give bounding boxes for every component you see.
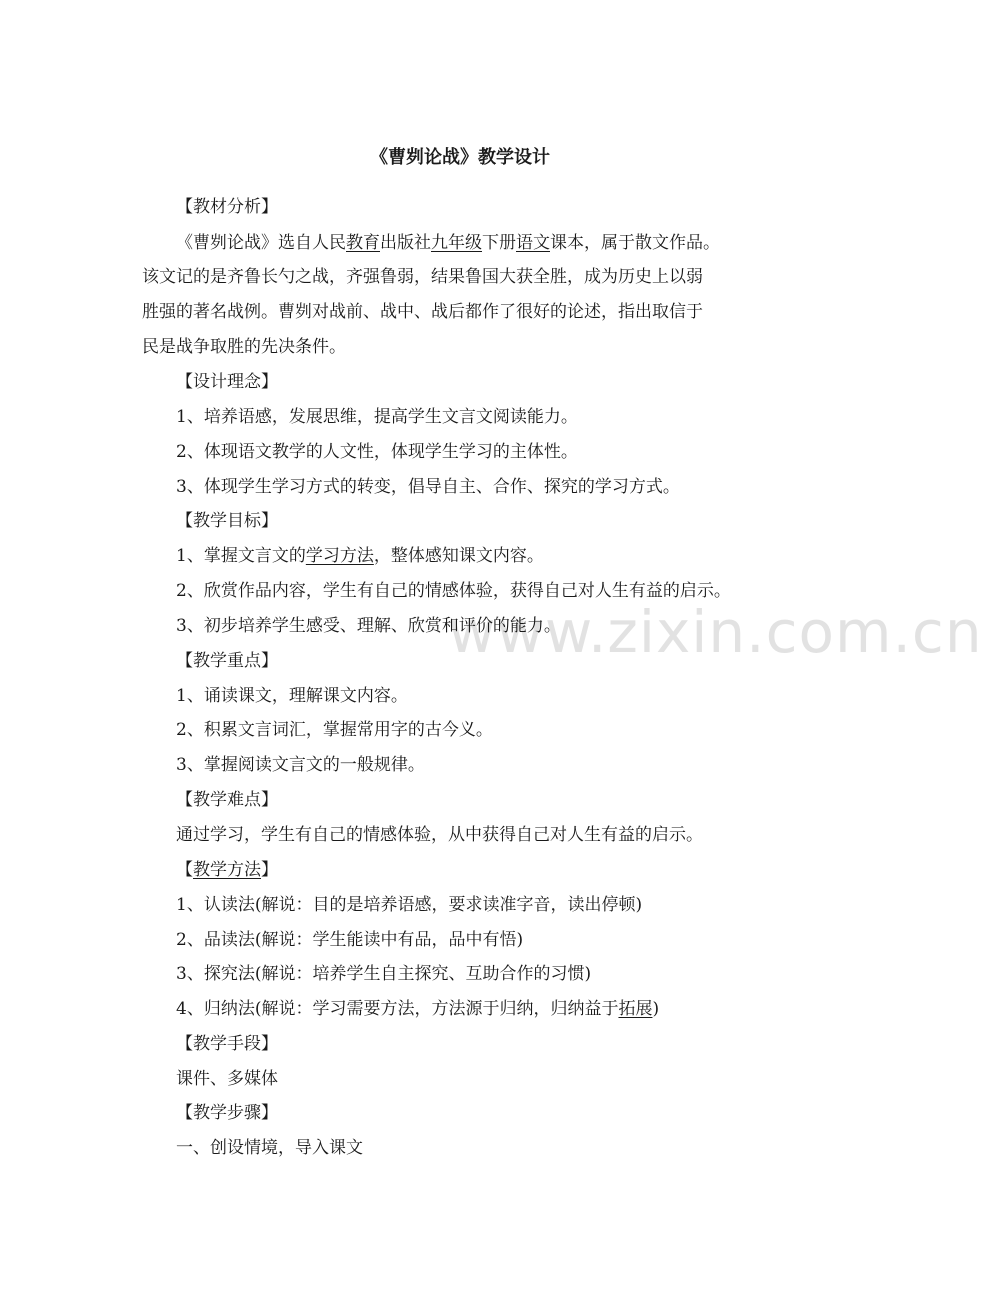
list-item: 1、认读法(解说：目的是培养语感，要求读准字音，读出停顿): [176, 895, 643, 915]
section-heading-textbook-analysis: 【教材分析】: [176, 197, 278, 217]
bracket-close: 】: [261, 860, 278, 880]
paragraph-line: [176, 232, 720, 254]
list-item: 1、培养语感，发展思维，提高学生文言文阅读能力。: [176, 407, 578, 427]
paragraph-line: 民是战争取胜的先决条件。: [142, 337, 346, 357]
watermark: www.zixin.com.cn: [448, 598, 983, 666]
list-item: 2、欣赏作品内容，学生有自己的情感体验，获得自己对人生有益的启示。: [176, 581, 731, 601]
document-title: 《曹刿论战》教学设计: [370, 147, 550, 168]
text-run: 下册: [482, 233, 516, 253]
link-education[interactable]: 教育: [346, 233, 380, 253]
text-run: 《曹刿论战》选自人民: [176, 233, 346, 253]
text-run: 1、掌握文言文的: [176, 546, 306, 566]
list-item: 2、体现语文教学的人文性，体现学生学习的主体性。: [176, 442, 578, 462]
list-item: 3、掌握阅读文言文的一般规律。: [176, 755, 425, 775]
paragraph-line: 通过学习，学生有自己的情感体验，从中获得自己对人生有益的启示。: [176, 825, 703, 845]
link-expansion[interactable]: 拓展: [618, 999, 653, 1019]
section-heading-teaching-steps: 【教学步骤】: [176, 1103, 278, 1123]
list-item: [176, 998, 659, 1020]
section-heading-teaching-goals: 【教学目标】: [176, 511, 278, 531]
list-item: 3、体现学生学习方式的转变，倡导自主、合作、探究的学习方式。: [176, 477, 680, 497]
paragraph-line: 课件、多媒体: [176, 1069, 278, 1089]
section-heading-teaching-means: 【教学手段】: [176, 1034, 278, 1054]
list-item: 3、探究法(解说：培养学生自主探究、互助合作的习惯): [176, 964, 592, 984]
section-heading-design-concept: 【设计理念】: [176, 372, 278, 392]
link-chinese[interactable]: 语文: [516, 233, 550, 253]
section-heading-key-points: 【教学重点】: [176, 651, 278, 671]
bracket-open: 【: [176, 860, 193, 880]
paragraph-line: 一、创设情境，导入课文: [176, 1138, 363, 1158]
paragraph-line: 该文记的是齐鲁长勺之战，齐强鲁弱，结果鲁国大获全胜，成为历史上以弱: [142, 267, 703, 287]
list-item: 1、诵读课文，理解课文内容。: [176, 686, 408, 706]
text-run: 出版社: [380, 233, 431, 253]
list-item: 3、初步培养学生感受、理解、欣赏和评价的能力。: [176, 616, 561, 636]
section-heading-difficulties: 【教学难点】: [176, 790, 278, 810]
list-item: 2、品读法(解说：学生能读中有品，品中有悟): [176, 930, 524, 950]
text-run: ，整体感知课文内容。: [373, 546, 544, 566]
link-teaching-methods[interactable]: 教学方法: [193, 860, 261, 880]
list-item: [176, 545, 544, 567]
link-grade-nine[interactable]: 九年级: [431, 233, 482, 253]
text-run: 课本，属于散文作品。: [550, 233, 720, 253]
section-heading-teaching-methods: [176, 859, 278, 881]
paragraph-line: 胜强的著名战例。曹刿对战前、战中、战后都作了很好的论述，指出取信于: [142, 302, 703, 322]
text-run: 4、归纳法(解说：学习需要方法，方法源于归纳，归纳益于: [176, 999, 619, 1019]
link-study-method[interactable]: 学习方法: [305, 546, 374, 566]
list-item: 2、积累文言词汇，掌握常用字的古今义。: [176, 720, 493, 740]
text-run: ): [652, 999, 660, 1019]
